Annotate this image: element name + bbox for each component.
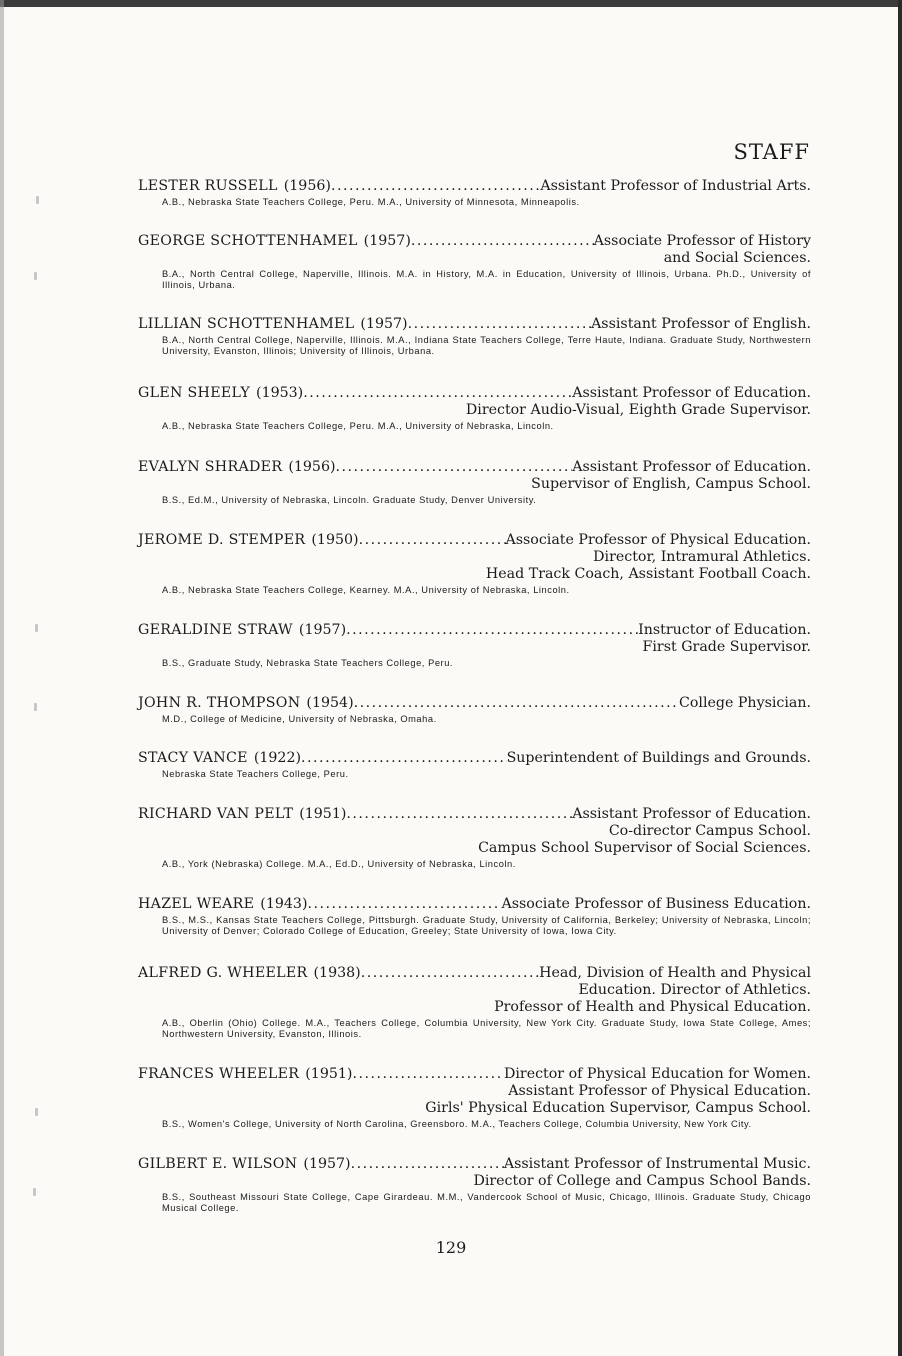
staff-title: Instructor of Education.	[638, 622, 811, 638]
staff-year: (1950)	[311, 532, 359, 548]
staff-year: (1951)	[299, 806, 347, 822]
staff-list	[138, 178, 811, 1214]
staff-title-continued: Director Audio-Visual, Eighth Grade Supervisor.	[465, 402, 811, 418]
staff-education: A.B., Nebraska State Teachers College, Peru. M.A., University of Minnesota, Minneapolis.	[162, 197, 580, 207]
dot-leader	[303, 385, 572, 402]
staff-education: B.S., Southeast Missouri State College, Cape Girardeau. M.M., Vandercook School of Music, Chicago, Illinois. Graduate Study, Chicago Musical College.	[162, 1192, 811, 1213]
staff-year: (1957)	[298, 622, 347, 638]
staff-name: JEROME D. STEMPER	[138, 532, 306, 548]
staff-title: Associate Professor of History	[593, 233, 811, 249]
margin-smudge	[34, 272, 37, 280]
staff-education: B.S., Ed.M., University of Nebraska, Lincoln. Graduate Study, Denver University.	[162, 495, 537, 505]
right-edge-rule	[898, 0, 902, 1356]
staff-education: A.B., York (Nebraska) College. M.A., Ed.D., University of Nebraska, Lincoln.	[162, 859, 516, 869]
staff-year: (1956)	[283, 178, 331, 194]
staff-title: Assistant Professor of Instrumental Music.	[503, 1156, 811, 1172]
staff-education: B.S., Women's College, University of North Carolina, Greensboro. M.A., Teachers College, Columbia University, New York City.	[162, 1119, 752, 1129]
staff-entry	[138, 385, 811, 432]
staff-name: GILBERT E. WILSON	[138, 1156, 298, 1172]
staff-title-continued: Assistant Professor of Physical Education.	[508, 1083, 811, 1099]
dot-leader	[411, 233, 594, 250]
staff-title-continued: Campus School Supervisor of Social Sciences.	[478, 840, 811, 856]
dot-leader	[307, 896, 501, 913]
staff-name: LESTER RUSSELL	[138, 178, 278, 194]
staff-entry	[138, 965, 811, 1040]
staff-title: Assistant Professor of English.	[591, 316, 811, 332]
staff-entry-heading	[138, 1156, 811, 1173]
staff-education: B.A., North Central College, Naperville, Illinois. M.A. in History, M.A. in Education, University of Illinois, Urbana. Ph.D., University of Illinois, Urbana.	[162, 269, 811, 290]
staff-title-continued: First Grade Supervisor.	[642, 639, 811, 655]
staff-year: (1957)	[360, 316, 408, 332]
staff-year: (1938)	[313, 965, 361, 981]
staff-education: M.D., College of Medicine, University of Nebraska, Omaha.	[162, 714, 437, 724]
staff-year: (1953)	[256, 385, 304, 401]
staff-title-continued: Director of College and Campus School Bands.	[473, 1173, 811, 1189]
staff-entry-heading	[138, 695, 811, 712]
page-heading: STAFF	[733, 140, 810, 164]
margin-smudge	[36, 196, 39, 204]
staff-year: (1922)	[253, 750, 302, 766]
dot-leader	[336, 459, 573, 476]
staff-entry	[138, 750, 811, 780]
dot-leader	[346, 622, 638, 639]
staff-entry-heading	[138, 233, 811, 250]
staff-name: GLEN SHEELY	[138, 385, 251, 401]
dot-leader	[359, 532, 506, 549]
dot-leader	[301, 750, 507, 767]
staff-entry-heading	[138, 622, 811, 639]
dot-leader	[354, 695, 679, 712]
staff-year: (1954)	[306, 695, 354, 711]
staff-name: LILLIAN SCHOTTENHAMEL	[138, 316, 355, 332]
staff-title-continued: Professor of Health and Physical Education.	[494, 999, 811, 1015]
staff-entry	[138, 233, 811, 291]
staff-name: FRANCES WHEELER	[138, 1066, 300, 1082]
staff-title-continued: Co-director Campus School.	[608, 823, 811, 839]
staff-title: Assistant Professor of Industrial Arts.	[540, 178, 811, 194]
staff-entry-heading	[138, 316, 811, 333]
staff-entry	[138, 316, 811, 357]
staff-title: Associate Professor of Physical Education.	[505, 532, 811, 548]
staff-title: Assistant Professor of Education.	[572, 385, 811, 401]
dot-leader	[408, 316, 591, 333]
staff-title: Assistant Professor of Education.	[572, 459, 811, 475]
staff-entry-heading	[138, 806, 811, 823]
staff-education: A.B., Nebraska State Teachers College, Kearney. M.A., University of Nebraska, Lincoln.	[162, 585, 570, 595]
staff-name: EVALYN SHRADER	[138, 459, 283, 475]
dot-leader	[352, 1066, 504, 1083]
staff-entry-heading	[138, 750, 811, 767]
staff-name: JOHN R. THOMPSON	[138, 695, 301, 711]
staff-entry-heading	[138, 459, 811, 476]
staff-entry-heading	[138, 385, 811, 402]
staff-name: GERALDINE STRAW	[138, 622, 293, 638]
staff-entry	[138, 622, 811, 669]
staff-name: ALFRED G. WHEELER	[138, 965, 308, 981]
staff-title: Associate Professor of Business Education.	[501, 896, 811, 912]
staff-education: B.A., North Central College, Naperville, Illinois. M.A., Indiana State Teachers College, Terre Haute, Indiana. Graduate Study, Northwestern University, Evanston, Illinois; University of Illinois, Urbana.	[162, 335, 811, 356]
staff-entry-heading	[138, 178, 811, 195]
staff-title-continued: Supervisor of English, Campus School.	[531, 476, 811, 492]
staff-education: B.S., Graduate Study, Nebraska State Teachers College, Peru.	[162, 658, 454, 668]
staff-entry-heading	[138, 1066, 811, 1083]
staff-title-continued: Director, Intramural Athletics.	[593, 549, 811, 565]
staff-title-continued: Girls' Physical Education Supervisor, Campus School.	[425, 1100, 811, 1116]
dot-leader	[351, 1156, 504, 1173]
staff-title: Head, Division of Health and Physical	[539, 965, 811, 981]
staff-entry	[138, 532, 811, 596]
staff-title: Superintendent of Buildings and Grounds.	[506, 750, 811, 766]
staff-education: A.B., Nebraska State Teachers College, Peru. M.A., University of Nebraska, Lincoln.	[162, 421, 554, 431]
staff-title: Assistant Professor of Education.	[572, 806, 811, 822]
left-edge	[0, 0, 4, 1356]
staff-entry	[138, 806, 811, 870]
staff-education: A.B., Oberlin (Ohio) College. M.A., Teachers College, Columbia University, New York City. Graduate Study, Iowa State College, Ames; Northwestern University, Evanston, Illinois.	[162, 1018, 811, 1039]
staff-entry	[138, 1066, 811, 1130]
margin-smudge	[35, 624, 38, 632]
staff-name: RICHARD VAN PELT	[138, 806, 294, 822]
staff-entry	[138, 695, 811, 725]
staff-title-continued: and Social Sciences.	[663, 250, 811, 266]
staff-entry	[138, 178, 811, 208]
staff-title-continued: Education. Director of Athletics.	[578, 982, 811, 998]
staff-name: STACY VANCE	[138, 750, 248, 766]
staff-name: HAZEL WEARE	[138, 896, 255, 912]
staff-title: Director of Physical Education for Women.	[504, 1066, 811, 1082]
staff-entry-heading	[138, 532, 811, 549]
staff-year: (1957)	[363, 233, 411, 249]
page-number: 129	[435, 1238, 467, 1257]
margin-smudge	[35, 1108, 38, 1116]
staff-title: College Physician.	[679, 695, 811, 711]
staff-year: (1956)	[288, 459, 336, 475]
staff-year: (1943)	[260, 896, 308, 912]
dot-leader	[331, 178, 540, 195]
staff-year: (1957)	[303, 1156, 351, 1172]
staff-year: (1951)	[305, 1066, 353, 1082]
staff-entry	[138, 459, 811, 506]
staff-entry	[138, 1156, 811, 1214]
staff-education: Nebraska State Teachers College, Peru.	[162, 769, 349, 779]
staff-entry	[138, 896, 811, 937]
dot-leader	[346, 806, 572, 823]
margin-smudge	[33, 1188, 36, 1196]
staff-entry-heading	[138, 965, 811, 982]
dot-leader	[361, 965, 539, 982]
top-edge-rule	[0, 0, 902, 7]
staff-title-continued: Head Track Coach, Assistant Football Coach.	[485, 566, 811, 582]
margin-smudge	[34, 703, 37, 711]
staff-entry-heading	[138, 896, 811, 913]
staff-name: GEORGE SCHOTTENHAMEL	[138, 233, 358, 249]
staff-education: B.S., M.S., Kansas State Teachers College, Pittsburgh. Graduate Study, University of California, Berkeley; University of Nebraska, Lincoln; University of Denver; Colorado College of Education, Greeley; State University of Iowa, Iowa City.	[162, 915, 811, 936]
